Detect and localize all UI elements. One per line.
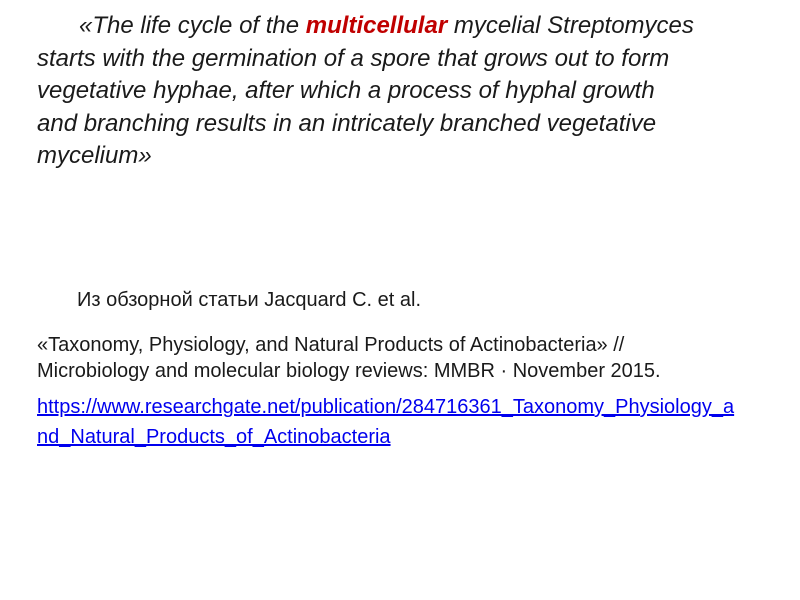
quote-text-start: «The life cycle of the xyxy=(79,12,306,39)
citation-block xyxy=(37,287,737,452)
quote-block xyxy=(37,10,697,173)
citation-intro: Из обзорной статьи Jacquard C. et al. xyxy=(77,289,422,311)
citation-link-line xyxy=(37,392,737,452)
quote-text-end: mycelial Streptomyces starts with the germination of a spore that grows out to form vegetative hyphae, after which a process of hyphal growth and branching results in an intricately branched vegetative mycelium» xyxy=(37,12,694,169)
source-link[interactable]: https://www.researchgate.net/publication/284716361_Taxonomy_Physiology_and_Natural_Products_of_Actinobacteria xyxy=(37,396,735,448)
citation-reference: «Taxonomy, Physiology, and Natural Products of Actinobacteria» // Microbiology and molecular biology reviews: MMBR · November 2015. xyxy=(37,334,661,382)
quote-emphasis: multicellular xyxy=(305,12,448,39)
